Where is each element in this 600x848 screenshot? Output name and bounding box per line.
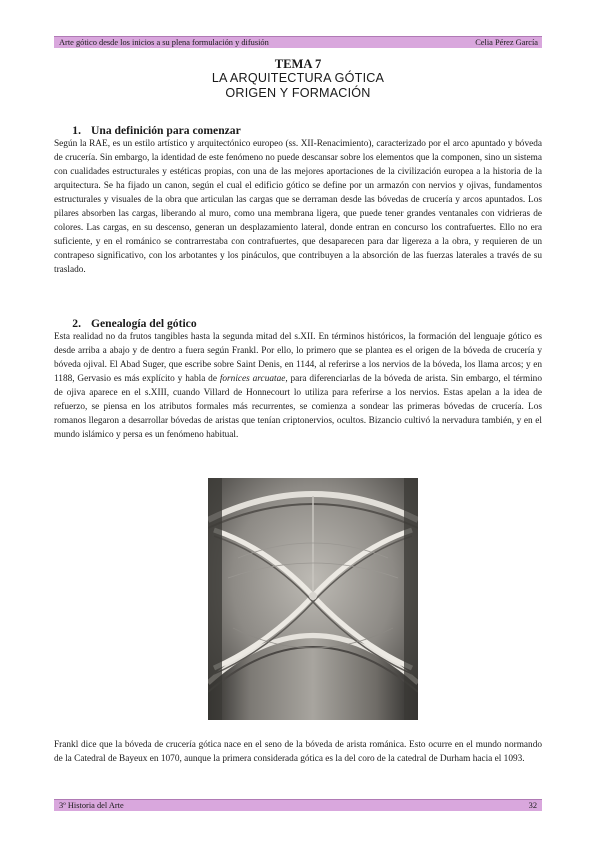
title-line-2: ORIGEN Y FORMACIÓN	[225, 86, 371, 100]
section-heading	[54, 317, 197, 330]
body-text: Esta realidad no da frutos tangibles hasta la segunda mitad del s.XII. En términos históricos, la formación del lenguaje gótico es desde arriba a abajo y de dentro a fuera según Frankl. Por ello, lo primero que se plantea es el origen de la bóveda de crucería y bóveda ojival. El Abad Suger, que escribe sobre Saint Denis, en 1144, al referirse a los nervios de la bóveda, los llama arcos; y en 1188, Gervasio es más explícito y habla de	[54, 332, 542, 384]
header-course-title: Arte gótico desde los inicios a su plena formulación y difusión	[59, 38, 269, 47]
section-title: Una definición para comenzar	[91, 124, 241, 137]
section-1-body: Según la RAE, es un estilo artístico y arquitectónico europeo (ss. XII-Renacimiento), caracterizado por el arco apuntado y bóveda de crucería. Sin embargo, la identidad de este fenómeno no puede descansar sobre los elementos que la componen, sino un sistema con cualidades estructurales y estéticas propias, con una de las mejores aportaciones de la civilización europea a la historia de la arquitectura. Se ha fijado un canon, según el cual el edificio gótico se define por un armazón con nervios y ojivas, fundamentos estructurales y visuales de la obra que articulan las cargas que se derraman desde las bóvedas de crucería y arcos apuntados. Los pilares absorben las cargas, liberando al muro, como una membrana ligera, que puede tener grandes ventanales con vidrieras de colores. Las cargas, en su descenso, generan un desplazamiento lateral, donde entran en concurso los contrafuertes. Ello no era suficiente, y en el románico se contrarrestaba con contrafuertes, que desaparecen para dar ligereza a la obra, y requieren de un contrapeso significativo, con los arbotantes y los pináculos, que contribuyen a la absorción de las fuerzas laterales a través de su traslado.	[54, 139, 542, 275]
section-number: 2.	[72, 317, 81, 330]
footer-course: 3º Historia del Arte	[59, 801, 124, 810]
section-title: Genealogía del gótico	[91, 317, 197, 330]
page-footer	[54, 799, 542, 811]
latin-term: fornices arcuatae	[219, 374, 286, 384]
section-2-body	[54, 330, 542, 442]
section-number: 1.	[72, 124, 81, 137]
page-header	[54, 36, 542, 48]
rib-vault-photo	[208, 478, 418, 720]
page-number: 32	[528, 801, 537, 810]
header-author: Celia Pérez García	[475, 38, 538, 47]
rib-vault-illustration	[208, 478, 418, 720]
body-text: , para diferenciarlas de la bóveda de arista. Sin embargo, el término de ojiva aparece en el s.XIII, cuando Villard de Honnecourt lo utiliza para referirse a los nervios. Estas apelan a la idea de refuerzo, se piensa en los atributos formales más recurrentes, se comienza a sondear las primeras bóvedas de crucería. Los romanos llegaron a desarrollar bóvedas de aristas que tenían criptonervios, ocultos. Bizancio cultivó la nervadura también, y en el mundo islámico y persa es un fenómeno habitual.	[54, 374, 542, 440]
title-line-1: LA ARQUITECTURA GÓTICA	[211, 71, 385, 85]
page-title	[54, 57, 542, 101]
closing-paragraph: Frankl dice que la bóveda de crucería gótica nace en el seno de la bóveda de arista románica. Esto ocurre en el mundo normando de la Catedral de Bayeux en 1070, aunque la primera considerada gótica es la del coro de la catedral de Durham hacia el 1093.	[54, 740, 542, 764]
tema-label: TEMA 7	[274, 57, 322, 71]
section-heading	[54, 124, 241, 137]
